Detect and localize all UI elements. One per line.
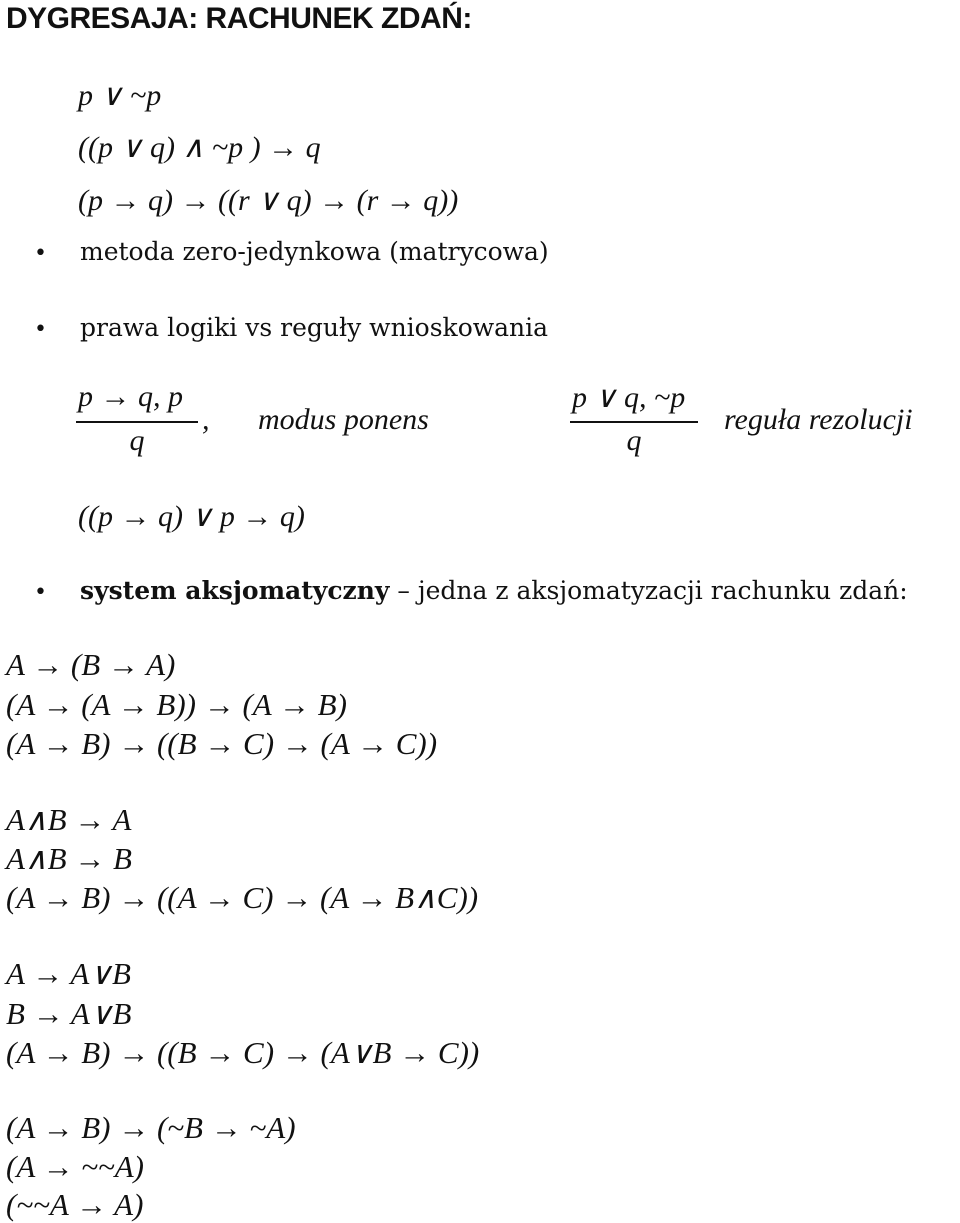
axiom-6: (A → B) → ((A → C) → (A → B∧C)): [6, 880, 479, 915]
formula-extra: ((p → q) ∨ p → q): [78, 500, 305, 533]
formula-implication-chain: (p → q) → ((r ∨ q) → (r → q)): [78, 184, 459, 217]
axiom-7: A → A∨B: [6, 956, 131, 991]
bullet-icon: •: [34, 317, 47, 342]
axiom-8: B → A∨B: [6, 996, 132, 1031]
axiom-4: A∧B → A: [6, 802, 132, 837]
comma: ,: [202, 403, 210, 436]
axiom-2: (A → (A → B)) → (A → B): [6, 687, 347, 722]
resolution-label: reguła rezolucji: [724, 403, 913, 436]
bullet-text-matrix-method: metoda zero-jedynkowa (matrycowa): [80, 237, 549, 266]
modus-ponens-premises: p → q, p: [78, 380, 183, 413]
axiom-1: A → (B → A): [6, 647, 176, 682]
axiom-11: (A → ~~A): [6, 1149, 145, 1184]
axiomatic-system-term: system aksjomatyczny: [80, 576, 390, 605]
page-title: DYGRESAJA: RACHUNEK ZDAŃ:: [6, 2, 472, 35]
bullet-icon: •: [34, 241, 47, 266]
bullet-text-laws-vs-rules: prawa logiki vs reguły wnioskowania: [80, 313, 549, 342]
axiom-10: (A → B) → (~B → ~A): [6, 1110, 296, 1145]
bullet-text-axiomatic-system: [80, 576, 908, 605]
bullet-icon: •: [34, 580, 47, 605]
fraction-bar: [570, 421, 698, 423]
modus-ponens-conclusion: q: [129, 424, 145, 457]
fraction-bar: [76, 421, 198, 423]
resolution-conclusion: q: [626, 424, 642, 457]
formula-excluded-middle: p ∨ ~p: [78, 79, 162, 112]
resolution-premises: p ∨ q, ~p: [572, 381, 686, 414]
axiom-12: (~~A → A): [6, 1187, 144, 1222]
axiom-3: (A → B) → ((B → C) → (A → C)): [6, 726, 438, 761]
modus-ponens-label: modus ponens: [258, 403, 429, 436]
axiom-5: A∧B → B: [6, 841, 132, 876]
formula-disjunctive-syllogism: ((p ∨ q) ∧ ~p ) → q: [78, 131, 321, 164]
axiomatic-system-description: – jedna z aksjomatyzacji rachunku zdań:: [389, 576, 908, 605]
axiom-9: (A → B) → ((B → C) → (A∨B → C)): [6, 1035, 480, 1070]
